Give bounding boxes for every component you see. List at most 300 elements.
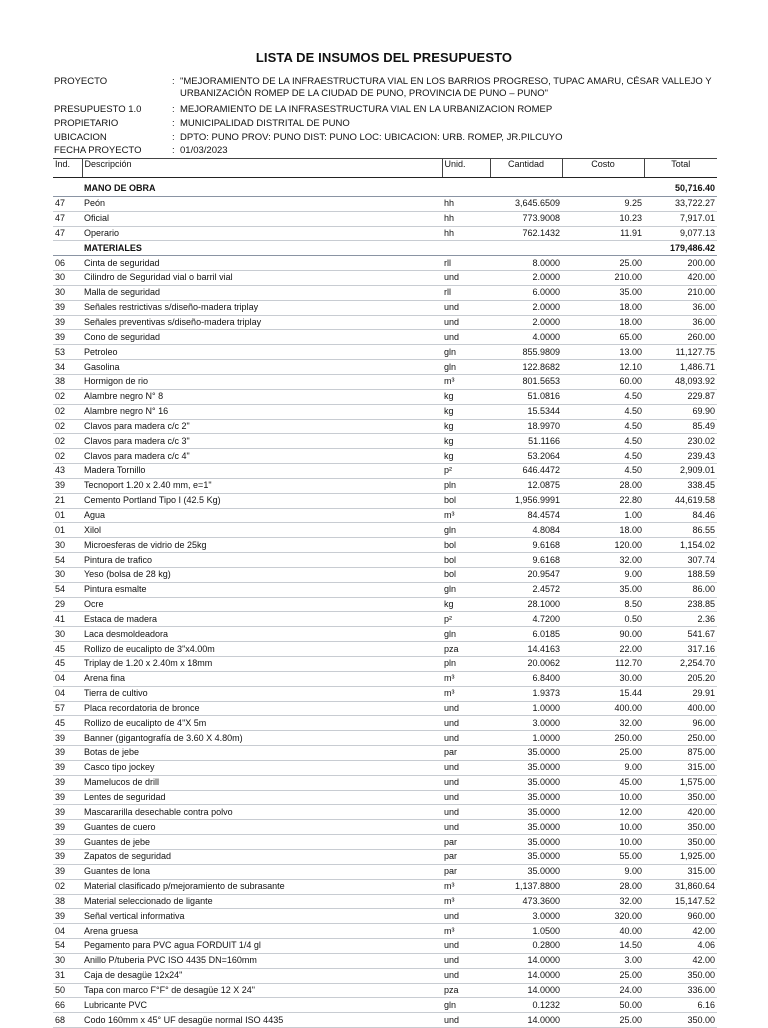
cell-total: 48,093.92 <box>644 374 717 389</box>
cell-ind: 54 <box>53 939 82 954</box>
cell-ind: 30 <box>53 285 82 300</box>
table-row <box>53 894 717 909</box>
table-row <box>53 760 717 775</box>
cell-costo: 0.50 <box>562 612 644 627</box>
cell-total: 541.67 <box>644 627 717 642</box>
cell-cant: 2.0000 <box>490 271 562 286</box>
cell-desc: Rollizo de eucalipto de 4"X 5m <box>82 716 442 731</box>
cell-cant: 9.6168 <box>490 553 562 568</box>
cell-costo: 4.50 <box>562 449 644 464</box>
cell-costo: 28.00 <box>562 478 644 493</box>
cell-cant: 51.1166 <box>490 434 562 449</box>
cell-unid: und <box>442 820 490 835</box>
cell-cant: 35.0000 <box>490 820 562 835</box>
cell-cant: 20.9547 <box>490 567 562 582</box>
cell-cant: 4.7200 <box>490 612 562 627</box>
cell-cant: 51.0816 <box>490 389 562 404</box>
cell-ind: 39 <box>53 849 82 864</box>
cell-ind: 45 <box>53 642 82 657</box>
section-row <box>53 182 717 196</box>
cell-costo: 210.00 <box>562 271 644 286</box>
cell-ind: 57 <box>53 701 82 716</box>
cell-cant: 1.0000 <box>490 701 562 716</box>
cell-total: 338.45 <box>644 478 717 493</box>
cell-costo: 250.00 <box>562 731 644 746</box>
cell-desc: Pintura esmalte <box>82 582 442 597</box>
cell-ind: 53 <box>53 345 82 360</box>
cell-costo: 1.00 <box>562 508 644 523</box>
cell-costo: 10.00 <box>562 820 644 835</box>
cell-desc: Placa recordatoria de bronce <box>82 701 442 716</box>
table-row <box>53 538 717 553</box>
cell-unid: und <box>442 271 490 286</box>
cell-unid: pza <box>442 983 490 998</box>
cell-desc: Rollizo de eucalipto de 3"x4.00m <box>82 642 442 657</box>
cell-cant: 2.0000 <box>490 300 562 315</box>
cell-unid: und <box>442 716 490 731</box>
cell-unid: hh <box>442 211 490 226</box>
cell-total: 36.00 <box>644 315 717 330</box>
cell-ind: 47 <box>53 211 82 226</box>
table-row <box>53 285 717 300</box>
table-row <box>53 211 717 226</box>
cell-costo: 18.00 <box>562 300 644 315</box>
table-row <box>53 360 717 375</box>
table-row <box>53 671 717 686</box>
cell-costo: 12.10 <box>562 360 644 375</box>
cell-ind: 45 <box>53 657 82 672</box>
table-row <box>53 775 717 790</box>
table-row <box>53 657 717 672</box>
table-row <box>53 196 717 211</box>
cell-ind: 39 <box>53 478 82 493</box>
cell-cant: 773.9008 <box>490 211 562 226</box>
table-row <box>53 523 717 538</box>
cell-costo: 25.00 <box>562 746 644 761</box>
cell-total: 69.90 <box>644 404 717 419</box>
cell-cant: 1,956.9991 <box>490 493 562 508</box>
cell-total: 84.46 <box>644 508 717 523</box>
table-row <box>53 464 717 479</box>
cell-cant: 801.5653 <box>490 374 562 389</box>
table-row <box>53 374 717 389</box>
cell-desc: Madera Tornillo <box>82 464 442 479</box>
header-label: PROYECTO <box>54 76 108 87</box>
cell-costo: 40.00 <box>562 924 644 939</box>
cell-total: 350.00 <box>644 968 717 983</box>
cell-costo: 28.00 <box>562 879 644 894</box>
cell-total: 350.00 <box>644 835 717 850</box>
cell-unid: gln <box>442 523 490 538</box>
cell-costo: 10.00 <box>562 790 644 805</box>
cell-total: 307.74 <box>644 553 717 568</box>
cell-costo: 10.23 <box>562 211 644 226</box>
cell-total: 2,254.70 <box>644 657 717 672</box>
cell-ind: 02 <box>53 449 82 464</box>
header-row <box>54 145 724 158</box>
cell-total: 29.91 <box>644 686 717 701</box>
cell-total: 229.87 <box>644 389 717 404</box>
cell-ind: 39 <box>53 330 82 345</box>
cell-ind: 45 <box>53 716 82 731</box>
cell-cant: 1.0000 <box>490 731 562 746</box>
cell-unid: gln <box>442 627 490 642</box>
cell-cant: 14.0000 <box>490 968 562 983</box>
cell-unid: kg <box>442 449 490 464</box>
cell-costo: 4.50 <box>562 434 644 449</box>
cell-unid: und <box>442 701 490 716</box>
cell-desc: Codo 160mm x 45° UF desagüe normal ISO 4435 <box>82 1013 442 1028</box>
cell-ind: 01 <box>53 523 82 538</box>
cell-unid: und <box>442 300 490 315</box>
cell-costo: 25.00 <box>562 1013 644 1028</box>
cell-unid: und <box>442 968 490 983</box>
table-row <box>53 820 717 835</box>
cell-total: 875.00 <box>644 746 717 761</box>
cell-desc: Pintura de trafico <box>82 553 442 568</box>
cell-costo: 11.91 <box>562 226 644 241</box>
cell-ind: 02 <box>53 434 82 449</box>
cell-costo: 9.00 <box>562 567 644 582</box>
table-row <box>53 449 717 464</box>
cell-ind: 38 <box>53 894 82 909</box>
cell-costo: 25.00 <box>562 968 644 983</box>
header-label: PRESUPUESTO 1.0 <box>54 104 142 115</box>
cell-desc: Triplay de 1.20 x 2.40m x 18mm <box>82 657 442 672</box>
cell-cant: 1.9373 <box>490 686 562 701</box>
cell-ind: 29 <box>53 597 82 612</box>
table-row <box>53 389 717 404</box>
cell-costo: 32.00 <box>562 894 644 909</box>
cell-cant: 6.0185 <box>490 627 562 642</box>
cell-desc: Guantes de lona <box>82 864 442 879</box>
cell-total: 960.00 <box>644 909 717 924</box>
table-row <box>53 582 717 597</box>
cell-cant: 28.1000 <box>490 597 562 612</box>
cell-cant: 4.8084 <box>490 523 562 538</box>
header-row <box>54 104 724 117</box>
cell-cant: 3,645.6509 <box>490 196 562 211</box>
cell-desc: Petroleo <box>82 345 442 360</box>
cell-desc: Material clasificado p/mejoramiento de subrasante <box>82 879 442 894</box>
cell-total: 260.00 <box>644 330 717 345</box>
cell-desc: Cemento Portland Tipo I (42.5 Kg) <box>82 493 442 508</box>
cell-desc: Material seleccionado de ligante <box>82 894 442 909</box>
cell-cant: 1.0500 <box>490 924 562 939</box>
cell-unid: und <box>442 909 490 924</box>
cell-costo: 50.00 <box>562 998 644 1013</box>
header-colon: : <box>172 145 175 156</box>
cell-ind: 04 <box>53 686 82 701</box>
cell-unid: gln <box>442 998 490 1013</box>
cell-unid: par <box>442 746 490 761</box>
cell-unid: und <box>442 790 490 805</box>
cell-costo: 32.00 <box>562 716 644 731</box>
cell-unid: und <box>442 315 490 330</box>
cell-costo: 320.00 <box>562 909 644 924</box>
cell-cant: 35.0000 <box>490 746 562 761</box>
cell-costo: 25.00 <box>562 256 644 271</box>
cell-ind: 06 <box>53 256 82 271</box>
cell-unid: und <box>442 939 490 954</box>
cell-unid: hh <box>442 226 490 241</box>
cell-cant: 0.2800 <box>490 939 562 954</box>
table-row <box>53 716 717 731</box>
cell-ind: 02 <box>53 389 82 404</box>
cell-total: 1,575.00 <box>644 775 717 790</box>
cell-costo: 30.00 <box>562 671 644 686</box>
cell-cant: 15.5344 <box>490 404 562 419</box>
cell-desc: Clavos para madera c/c 2" <box>82 419 442 434</box>
cell-cant: 1,137.8800 <box>490 879 562 894</box>
header-value: 01/03/2023 <box>180 145 228 156</box>
cell-total: 4.06 <box>644 939 717 954</box>
table-row <box>53 508 717 523</box>
cell-desc: Señales restrictivas s/diseño-madera triplay <box>82 300 442 315</box>
cell-cant: 2.4572 <box>490 582 562 597</box>
cell-costo: 45.00 <box>562 775 644 790</box>
cell-ind: 21 <box>53 493 82 508</box>
cell-unid: m³ <box>442 686 490 701</box>
cell-costo: 14.50 <box>562 939 644 954</box>
cell-cant: 855.9809 <box>490 345 562 360</box>
cell-costo: 9.00 <box>562 760 644 775</box>
cell-costo: 8.50 <box>562 597 644 612</box>
cell-cant: 8.0000 <box>490 256 562 271</box>
cell-desc: Guantes de jebe <box>82 835 442 850</box>
cell-unid: par <box>442 849 490 864</box>
cell-total: 42.00 <box>644 924 717 939</box>
col-header-unid: Unid. <box>442 159 490 178</box>
table-row <box>53 642 717 657</box>
cell-total: 317.16 <box>644 642 717 657</box>
cell-unid: par <box>442 864 490 879</box>
table-row <box>53 271 717 286</box>
cell-unid: und <box>442 775 490 790</box>
cell-desc: Ocre <box>82 597 442 612</box>
cell-total: 15,147.52 <box>644 894 717 909</box>
cell-ind: 39 <box>53 805 82 820</box>
cell-costo: 18.00 <box>562 523 644 538</box>
cell-desc: Laca desmoldeadora <box>82 627 442 642</box>
cell-costo: 4.50 <box>562 419 644 434</box>
cell-ind: 54 <box>53 582 82 597</box>
header-value: DPTO: PUNO PROV: PUNO DIST: PUNO LOC: UBICACION: URB. ROMEP, JR.PILCUYO <box>180 132 563 143</box>
cell-desc: Lentes de seguridad <box>82 790 442 805</box>
cell-ind: 39 <box>53 864 82 879</box>
cell-desc: Lubricante PVC <box>82 998 442 1013</box>
cell-desc: Tecnoport 1.20 x 2.40 mm, e=1" <box>82 478 442 493</box>
cell-unid: pza <box>442 642 490 657</box>
cell-unid: kg <box>442 434 490 449</box>
cell-unid: hh <box>442 196 490 211</box>
cell-unid: kg <box>442 597 490 612</box>
table-row <box>53 567 717 582</box>
cell-costo: 22.80 <box>562 493 644 508</box>
cell-total: 2.36 <box>644 612 717 627</box>
cell-cant: 2.0000 <box>490 315 562 330</box>
cell-costo: 35.00 <box>562 582 644 597</box>
cell-ind: 38 <box>53 374 82 389</box>
cell-ind: 30 <box>53 538 82 553</box>
cell-total: 315.00 <box>644 864 717 879</box>
cell-total: 420.00 <box>644 271 717 286</box>
cell-ind: 02 <box>53 419 82 434</box>
cell-cant: 4.0000 <box>490 330 562 345</box>
cell-ind: 39 <box>53 731 82 746</box>
cell-desc: Anillo P/tuberia PVC ISO 4435 DN=160mm <box>82 953 442 968</box>
col-header-total: Total <box>644 159 717 178</box>
cell-total: 420.00 <box>644 805 717 820</box>
header-label: UBICACION <box>54 132 107 143</box>
cell-ind: 34 <box>53 360 82 375</box>
cell-ind: 02 <box>53 404 82 419</box>
cell-total: 250.00 <box>644 731 717 746</box>
cell-desc: Señal vertical informativa <box>82 909 442 924</box>
cell-total: 86.55 <box>644 523 717 538</box>
cell-desc: Banner (gigantografía de 3.60 X 4.80m) <box>82 731 442 746</box>
table-row <box>53 300 717 315</box>
cell-desc: Pegamento para PVC agua FORDUIT 1/4 gl <box>82 939 442 954</box>
cell-ind: 41 <box>53 612 82 627</box>
inputs-table <box>53 158 717 1028</box>
cell-ind: 30 <box>53 271 82 286</box>
cell-unid: rll <box>442 256 490 271</box>
table-row <box>53 434 717 449</box>
cell-cant: 20.0062 <box>490 657 562 672</box>
cell-total: 205.20 <box>644 671 717 686</box>
table-row <box>53 849 717 864</box>
cell-costo: 55.00 <box>562 849 644 864</box>
cell-unid: kg <box>442 389 490 404</box>
cell-total: 86.00 <box>644 582 717 597</box>
cell-ind: 39 <box>53 315 82 330</box>
section-ind-cell <box>53 182 82 196</box>
table-row <box>53 790 717 805</box>
document-title: LISTA DE INSUMOS DEL PRESUPUESTO <box>255 50 513 65</box>
table-row <box>53 345 717 360</box>
cell-cant: 84.4574 <box>490 508 562 523</box>
cell-cant: 3.0000 <box>490 716 562 731</box>
section-title: MANO DE OBRA <box>82 182 644 196</box>
table-row <box>53 478 717 493</box>
header-colon: : <box>172 132 175 143</box>
cell-desc: Gasolina <box>82 360 442 375</box>
cell-unid: bol <box>442 493 490 508</box>
cell-desc: Agua <box>82 508 442 523</box>
cell-unid: kg <box>442 404 490 419</box>
table-row <box>53 835 717 850</box>
cell-cant: 14.0000 <box>490 983 562 998</box>
cell-ind: 39 <box>53 909 82 924</box>
table-row <box>53 879 717 894</box>
cell-total: 11,127.75 <box>644 345 717 360</box>
cell-total: 210.00 <box>644 285 717 300</box>
cell-total: 85.49 <box>644 419 717 434</box>
cell-costo: 15.44 <box>562 686 644 701</box>
cell-ind: 68 <box>53 1013 82 1028</box>
cell-cant: 35.0000 <box>490 790 562 805</box>
cell-cant: 53.2064 <box>490 449 562 464</box>
cell-unid: gln <box>442 360 490 375</box>
cell-unid: kg <box>442 419 490 434</box>
table-row <box>53 404 717 419</box>
cell-desc: Botas de jebe <box>82 746 442 761</box>
table-row <box>53 939 717 954</box>
cell-unid: und <box>442 731 490 746</box>
cell-unid: und <box>442 330 490 345</box>
cell-total: 7,917.01 <box>644 211 717 226</box>
cell-cant: 473.3600 <box>490 894 562 909</box>
cell-unid: bol <box>442 553 490 568</box>
cell-desc: Alambre negro N° 16 <box>82 404 442 419</box>
cell-desc: Mamelucos de drill <box>82 775 442 790</box>
cell-costo: 24.00 <box>562 983 644 998</box>
cell-total: 336.00 <box>644 983 717 998</box>
col-header-desc: Descripción <box>82 159 442 178</box>
table-row <box>53 553 717 568</box>
cell-costo: 35.00 <box>562 285 644 300</box>
cell-total: 2,909.01 <box>644 464 717 479</box>
header-row <box>54 132 724 145</box>
cell-desc: Cilindro de Seguridad vial o barril vial <box>82 271 442 286</box>
cell-cant: 35.0000 <box>490 775 562 790</box>
cell-desc: Oficial <box>82 211 442 226</box>
cell-unid: pln <box>442 478 490 493</box>
cell-desc: Alambre negro N° 8 <box>82 389 442 404</box>
cell-costo: 120.00 <box>562 538 644 553</box>
cell-unid: m³ <box>442 374 490 389</box>
cell-costo: 9.25 <box>562 196 644 211</box>
cell-total: 1,925.00 <box>644 849 717 864</box>
cell-cant: 0.1232 <box>490 998 562 1013</box>
section-title: MATERIALES <box>82 241 644 256</box>
cell-unid: bol <box>442 538 490 553</box>
cell-desc: Xilol <box>82 523 442 538</box>
cell-cant: 18.9970 <box>490 419 562 434</box>
cell-total: 188.59 <box>644 567 717 582</box>
cell-unid: gln <box>442 345 490 360</box>
cell-cant: 12.0875 <box>490 478 562 493</box>
cell-unid: m³ <box>442 879 490 894</box>
cell-desc: Yeso (bolsa de 28 kg) <box>82 567 442 582</box>
col-header-costo: Costo <box>562 159 644 178</box>
cell-unid: bol <box>442 567 490 582</box>
header-row <box>54 76 724 102</box>
table-row <box>53 731 717 746</box>
cell-cant: 14.0000 <box>490 953 562 968</box>
header-value: "MEJORAMIENTO DE LA INFRAESTRUCTURA VIAL EN LOS BARRIOS PROGRESO, TUPAC AMARU, CÉSAR VALLEJO Y URBANIZACIÓN ROMEP DE LA CIUDAD DE PUNO, PROVINCIA DE PUNO – PUNO" <box>180 76 712 99</box>
cell-cant: 122.8682 <box>490 360 562 375</box>
cell-costo: 3.00 <box>562 953 644 968</box>
cell-desc: Peón <box>82 196 442 211</box>
table-row <box>53 256 717 271</box>
cell-cant: 35.0000 <box>490 849 562 864</box>
cell-cant: 762.1432 <box>490 226 562 241</box>
cell-desc: Tapa con marco F°F° de desagüe 12 X 24" <box>82 983 442 998</box>
cell-desc: Malla de seguridad <box>82 285 442 300</box>
cell-unid: pln <box>442 657 490 672</box>
cell-costo: 60.00 <box>562 374 644 389</box>
cell-total: 350.00 <box>644 1013 717 1028</box>
table-row <box>53 686 717 701</box>
cell-ind: 02 <box>53 879 82 894</box>
header-value: MEJORAMIENTO DE LA INFRASESTRUCTURA VIAL EN LA URBANIZACION ROMEP <box>180 104 553 115</box>
table-row <box>53 315 717 330</box>
cell-total: 36.00 <box>644 300 717 315</box>
table-header-row <box>53 159 717 178</box>
table-row <box>53 864 717 879</box>
